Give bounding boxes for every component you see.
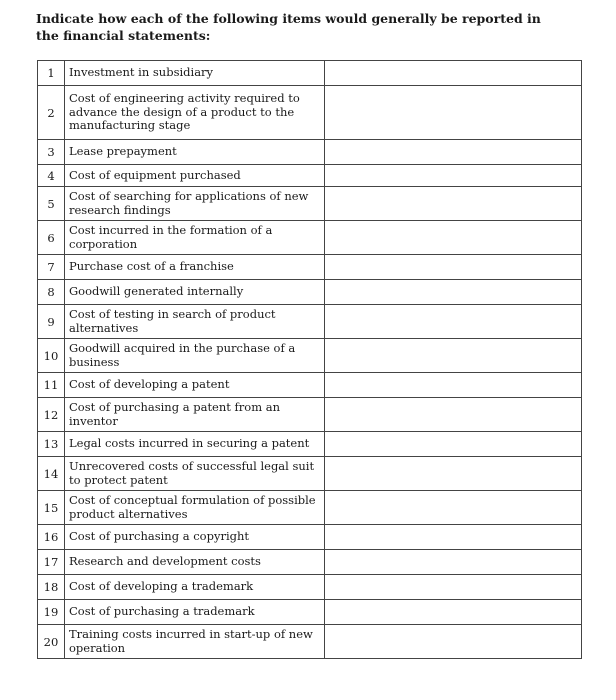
answer-cell[interactable] xyxy=(325,140,582,165)
answer-cell[interactable] xyxy=(325,525,582,550)
item-number: 11 xyxy=(38,373,65,398)
table-row xyxy=(38,625,582,659)
item-description: Cost of purchasing a patent from an inventor xyxy=(65,398,325,432)
answer-cell[interactable] xyxy=(325,457,582,491)
item-description: Investment in subsidiary xyxy=(65,61,325,86)
item-number: 16 xyxy=(38,525,65,550)
item-number: 18 xyxy=(38,575,65,600)
answer-cell[interactable] xyxy=(325,600,582,625)
item-description: Cost of searching for applications of new research findings xyxy=(65,187,325,221)
table-row xyxy=(38,525,582,550)
answer-cell[interactable] xyxy=(325,339,582,373)
table-row xyxy=(38,600,582,625)
table-row xyxy=(38,550,582,575)
item-number: 3 xyxy=(38,140,65,165)
table-row xyxy=(38,432,582,457)
item-description: Research and development costs xyxy=(65,550,325,575)
item-number: 17 xyxy=(38,550,65,575)
table-row xyxy=(38,398,582,432)
answer-cell[interactable] xyxy=(325,398,582,432)
item-description: Cost of purchasing a trademark xyxy=(65,600,325,625)
table-row xyxy=(38,280,582,305)
item-number: 8 xyxy=(38,280,65,305)
item-description: Lease prepayment xyxy=(65,140,325,165)
item-description: Cost of equipment purchased xyxy=(65,165,325,187)
item-number: 14 xyxy=(38,457,65,491)
items-table xyxy=(37,60,582,659)
answer-cell[interactable] xyxy=(325,187,582,221)
table-row xyxy=(38,140,582,165)
item-description: Cost incurred in the formation of a corporation xyxy=(65,221,325,255)
answer-cell[interactable] xyxy=(325,305,582,339)
table-row xyxy=(38,187,582,221)
answer-cell[interactable] xyxy=(325,432,582,457)
table-row xyxy=(38,339,582,373)
answer-cell[interactable] xyxy=(325,280,582,305)
item-number: 9 xyxy=(38,305,65,339)
item-description: Legal costs incurred in securing a patent xyxy=(65,432,325,457)
instructions-text: Indicate how each of the following items would generally be reported in the financial statements: xyxy=(36,11,541,43)
item-number: 5 xyxy=(38,187,65,221)
item-description: Cost of conceptual formulation of possible product alternatives xyxy=(65,491,325,525)
item-number: 20 xyxy=(38,625,65,659)
item-description: Cost of purchasing a copyright xyxy=(65,525,325,550)
answer-cell[interactable] xyxy=(325,221,582,255)
item-number: 12 xyxy=(38,398,65,432)
table-row xyxy=(38,255,582,280)
item-number: 2 xyxy=(38,86,65,140)
table-row xyxy=(38,575,582,600)
items-table-body xyxy=(38,61,582,659)
table-row xyxy=(38,61,582,86)
answer-cell[interactable] xyxy=(325,373,582,398)
item-number: 1 xyxy=(38,61,65,86)
answer-cell[interactable] xyxy=(325,255,582,280)
item-description: Goodwill acquired in the purchase of a business xyxy=(65,339,325,373)
answer-cell[interactable] xyxy=(325,575,582,600)
item-number: 6 xyxy=(38,221,65,255)
answer-cell[interactable] xyxy=(325,86,582,140)
item-description: Unrecovered costs of successful legal suit to protect patent xyxy=(65,457,325,491)
table-row xyxy=(38,373,582,398)
item-number: 19 xyxy=(38,600,65,625)
answer-cell[interactable] xyxy=(325,625,582,659)
item-number: 15 xyxy=(38,491,65,525)
table-row xyxy=(38,221,582,255)
item-description: Cost of testing in search of product alternatives xyxy=(65,305,325,339)
item-description: Cost of developing a patent xyxy=(65,373,325,398)
answer-cell[interactable] xyxy=(325,550,582,575)
table-row xyxy=(38,491,582,525)
table-row xyxy=(38,457,582,491)
item-number: 4 xyxy=(38,165,65,187)
answer-cell[interactable] xyxy=(325,165,582,187)
table-row xyxy=(38,86,582,140)
table-row xyxy=(38,305,582,339)
item-description: Purchase cost of a franchise xyxy=(65,255,325,280)
item-description: Goodwill generated internally xyxy=(65,280,325,305)
item-description: Training costs incurred in start-up of new operation xyxy=(65,625,325,659)
answer-cell[interactable] xyxy=(325,61,582,86)
item-description: Cost of engineering activity required to advance the design of a product to the manufacturing stage xyxy=(65,86,325,140)
item-description: Cost of developing a trademark xyxy=(65,575,325,600)
item-number: 10 xyxy=(38,339,65,373)
item-number: 7 xyxy=(38,255,65,280)
item-number: 13 xyxy=(38,432,65,457)
answer-cell[interactable] xyxy=(325,491,582,525)
table-row xyxy=(38,165,582,187)
